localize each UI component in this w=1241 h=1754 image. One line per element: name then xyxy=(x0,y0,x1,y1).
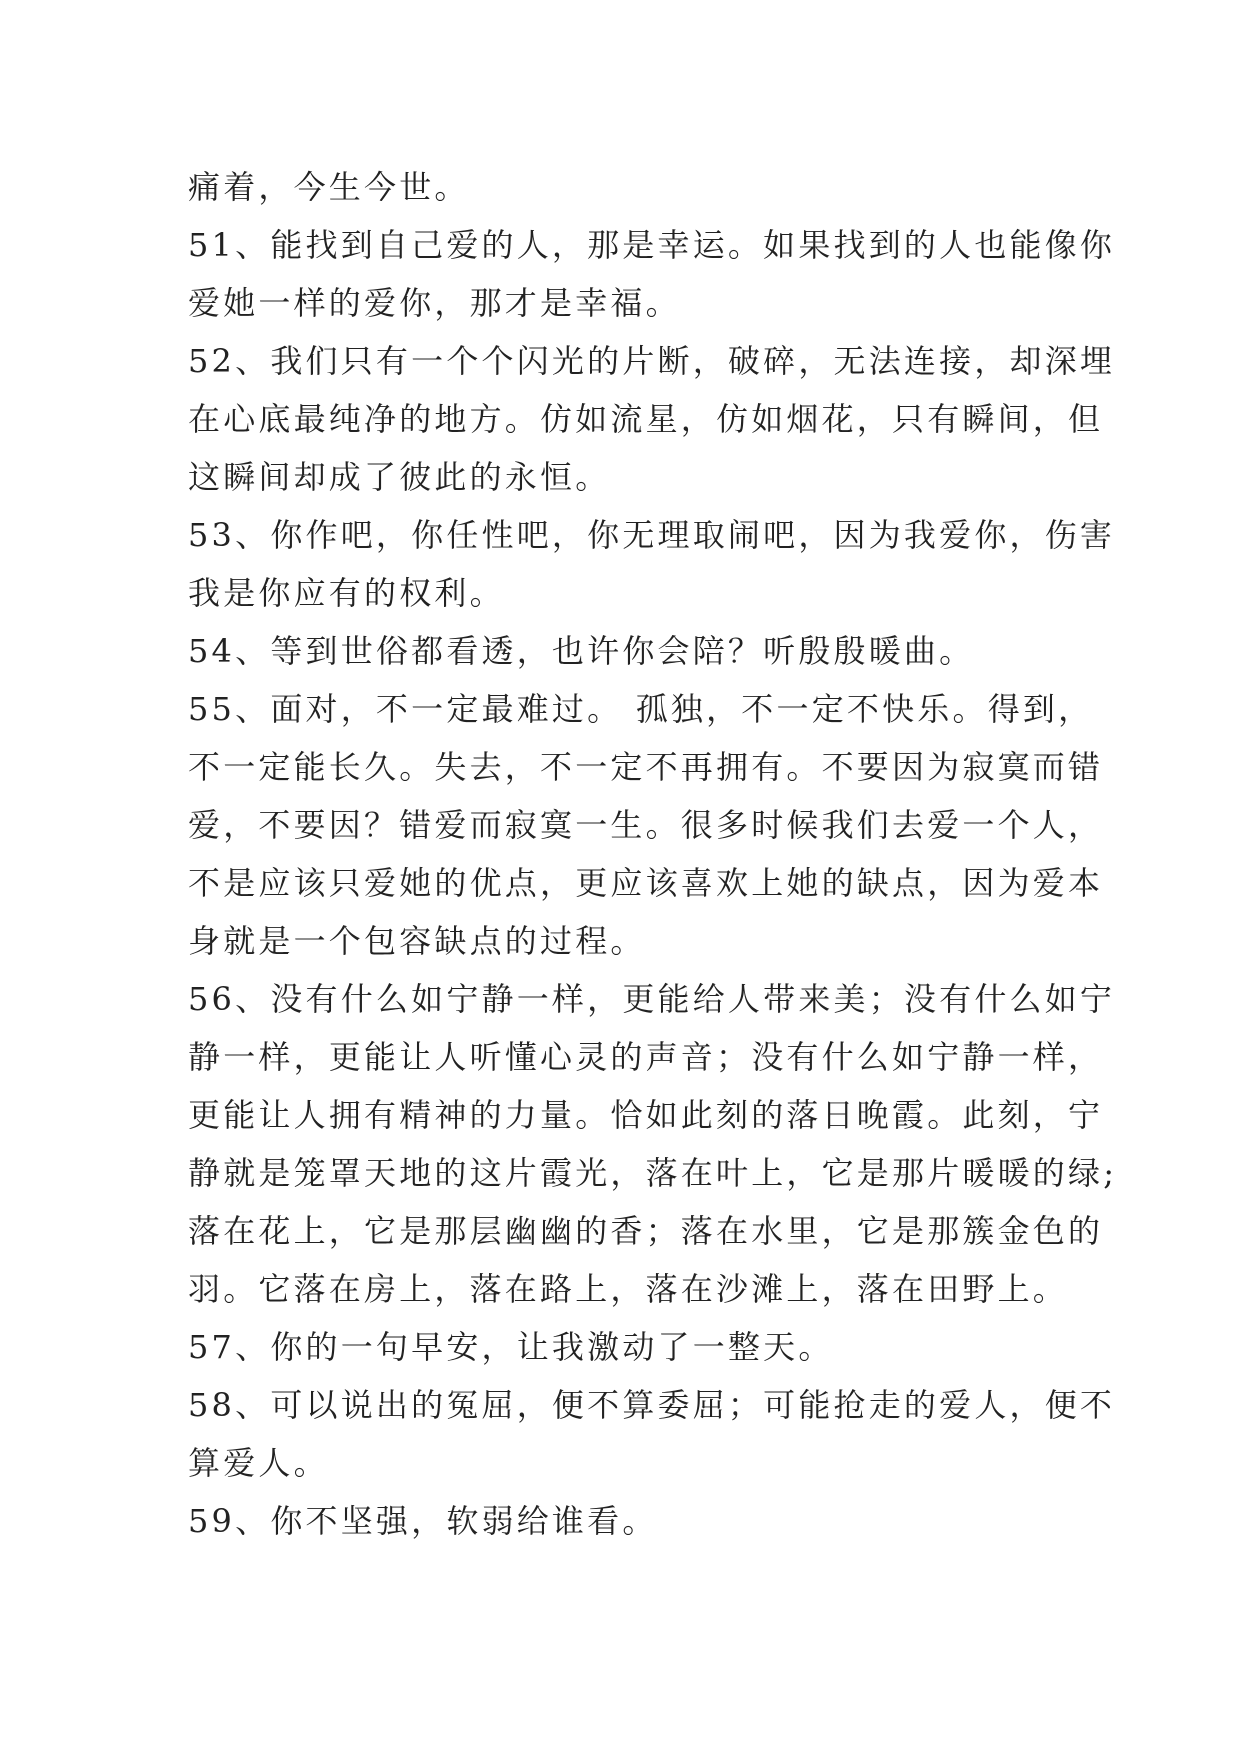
text-line: 更能让人拥有精神的力量。恰如此刻的落日晚霞。此刻，宁 xyxy=(188,1096,1104,1134)
text-line: 54、等到世俗都看透，也许你会陪？听殷殷暖曲。 xyxy=(188,632,975,670)
text-line: 痛着，今生今世。 xyxy=(188,168,470,206)
text-line: 静就是笼罩天地的这片霞光，落在叶上，它是那片暖暖的绿; xyxy=(188,1154,1118,1192)
text-line: 51、能找到自己爱的人，那是幸运。如果找到的人也能像你 xyxy=(188,226,1116,264)
text-line: 落在花上，它是那层幽幽的香；落在水里，它是那簇金色的 xyxy=(188,1212,1104,1250)
text-line: 不是应该只爱她的优点，更应该喜欢上她的缺点，因为爱本 xyxy=(188,864,1104,902)
text-line: 算爱人。 xyxy=(188,1444,329,1482)
text-line: 静一样，更能让人听懂心灵的声音；没有什么如宁静一样， xyxy=(188,1038,1104,1076)
text-line: 53、你作吧，你任性吧，你无理取闹吧，因为我爱你，伤害 xyxy=(188,516,1116,554)
text-line: 我是你应有的权利。 xyxy=(188,574,505,612)
text-line: 爱她一样的爱你，那才是幸福。 xyxy=(188,284,681,322)
text-line: 身就是一个包容缺点的过程。 xyxy=(188,922,646,960)
text-line: 56、没有什么如宁静一样，更能给人带来美；没有什么如宁 xyxy=(188,980,1116,1018)
text-line: 羽。它落在房上，落在路上，落在沙滩上，落在田野上。 xyxy=(188,1270,1069,1308)
text-line: 52、我们只有一个个闪光的片断，破碎，无法连接，却深埋 xyxy=(188,342,1116,380)
text-line: 这瞬间却成了彼此的永恒。 xyxy=(188,458,611,496)
text-line: 55、面对，不一定最难过。 孤独，不一定不快乐。得到， xyxy=(188,690,1094,728)
text-line: 57、你的一句早安，让我激动了一整天。 xyxy=(188,1328,834,1366)
text-line: 不一定能长久。失去，不一定不再拥有。不要因为寂寞而错 xyxy=(188,748,1104,786)
text-line: 在心底最纯净的地方。仿如流星，仿如烟花，只有瞬间，但 xyxy=(188,400,1104,438)
text-line: 59、你不坚强，软弱给谁看。 xyxy=(188,1502,658,1540)
text-line: 58、可以说出的冤屈，便不算委屈；可能抢走的爱人，便不 xyxy=(188,1386,1116,1424)
text-line: 爱，不要因？错爱而寂寞一生。很多时候我们去爱一个人， xyxy=(188,806,1104,844)
document-body xyxy=(188,158,1118,1550)
